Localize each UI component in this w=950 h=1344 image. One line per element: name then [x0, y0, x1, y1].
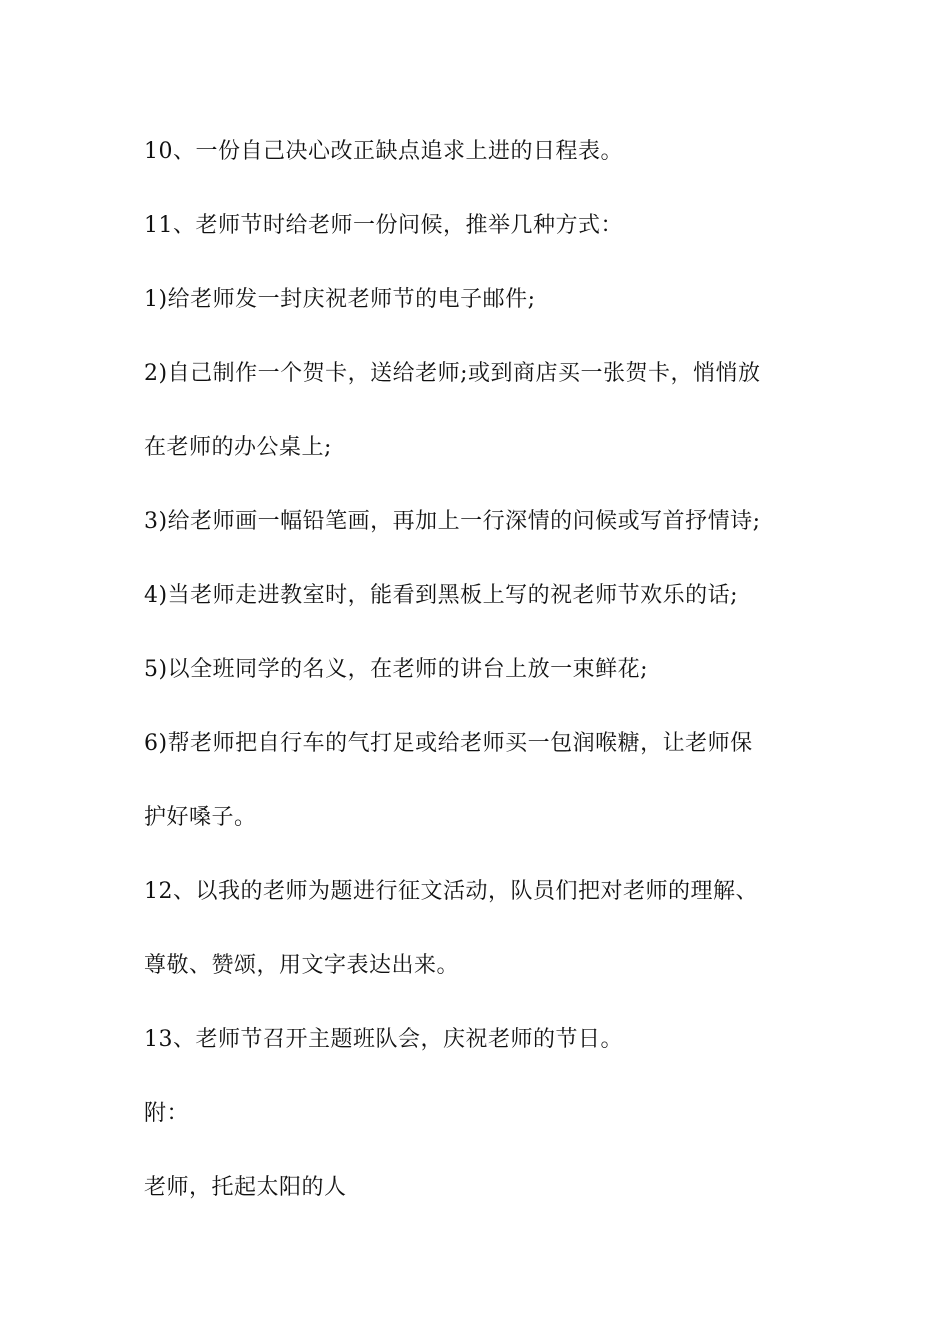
item-12-line-a: 12、以我的老师为题进行征文活动，队员们把对老师的理解、: [144, 879, 758, 904]
item-11-line: 11、老师节时给老师一份问候，推举几种方式：: [144, 213, 623, 238]
subitem-5-line: 5)以全班同学的名义，在老师的讲台上放一束鲜花;: [144, 657, 648, 682]
subitem-4-line: 4)当老师走进教室时，能看到黑板上写的祝老师节欢乐的话;: [144, 583, 738, 608]
subitem-2-line-b: 在老师的办公桌上;: [144, 435, 332, 460]
subitem-1-line: 1)给老师发一封庆祝老师节的电子邮件;: [144, 287, 536, 312]
subitem-3-line: 3)给老师画一幅铅笔画，再加上一行深情的问候或写首抒情诗;: [144, 509, 761, 534]
item-12-line-b: 尊敬、赞颂，用文字表达出来。: [144, 953, 460, 978]
item-13-line: 13、老师节召开主题班队会，庆祝老师的节日。: [144, 1027, 623, 1052]
subitem-6-line-b: 护好嗓子。: [144, 805, 257, 830]
item-10-line: 10、一份自己决心改正缺点追求上进的日程表。: [144, 139, 623, 164]
appendix-title: 老师，托起太阳的人: [144, 1175, 347, 1200]
subitem-6-line-a: 6)帮老师把自行车的气打足或给老师买一包润喉糖，让老师保: [144, 731, 753, 756]
appendix-label: 附：: [144, 1101, 190, 1126]
subitem-2-line-a: 2)自己制作一个贺卡，送给老师;或到商店买一张贺卡，悄悄放: [144, 361, 761, 386]
